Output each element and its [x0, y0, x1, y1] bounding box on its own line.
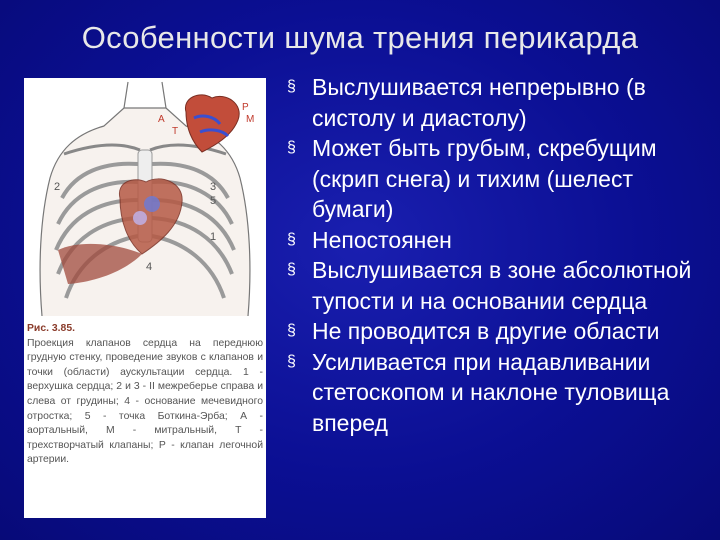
figure-caption: [27, 322, 263, 468]
bullet-marker-icon: §: [287, 261, 296, 278]
bullet-text: Выслушивается в зоне абсолютной тупости и на основании сердца: [312, 257, 692, 314]
bullet-marker-icon: §: [287, 139, 296, 156]
bullet-text: Может быть грубым, скребущим (скрип снега) и тихим (шелест бумаги): [312, 135, 657, 222]
thorax-illustration: [24, 78, 266, 318]
bullet-marker-icon: §: [287, 322, 296, 339]
bullet-item: [284, 347, 714, 439]
label-4: 4: [146, 261, 153, 273]
bullet-item: [284, 225, 714, 256]
bullet-text: Усиливается при надавливании стетоскопом и наклоне туловища вперед: [312, 348, 670, 436]
anatomy-figure: [24, 78, 266, 518]
bullet-marker-icon: §: [287, 352, 296, 370]
label-5: 5: [210, 195, 217, 207]
bullet-marker-icon: §: [287, 230, 296, 248]
bullet-item: [284, 255, 714, 316]
label-t: Т: [172, 126, 179, 137]
bullet-list: [284, 72, 714, 438]
bullet-item: [284, 72, 714, 133]
slide-title: Особенности шума трения перикарда: [81, 20, 639, 55]
bullet-item: [284, 133, 714, 225]
label-p: Р: [242, 102, 249, 113]
label-1: 1: [210, 231, 217, 243]
label-m: М: [246, 114, 255, 125]
bullet-text: Выслушивается непрерывно (в систолу и диастолу): [312, 74, 646, 131]
label-a: А: [158, 114, 165, 125]
bullet-text: Непостоянен: [312, 226, 452, 253]
bullet-item: [284, 316, 714, 347]
label-3: 3: [210, 181, 217, 193]
bullet-marker-icon: §: [287, 78, 296, 95]
figure-caption-body: Проекция клапанов сердца на переднюю грудную стенку, проведение звуков с клапанов и точки (области) аускультации сердца. 1 - верхушка сердца; 2 и 3 - II межреберье справа и слева от грудины; 4 - основание мечевидного отростка; 5 - точка Боткина-Эрба; А - аортальный, М - митральный, Т - трехстворчатый клапаны; Р - клапан легочной артерии.: [27, 337, 263, 466]
figure-caption-title: Рис. 3.85.: [27, 323, 75, 334]
label-2: 2: [54, 181, 61, 193]
bullet-text: Не проводится в другие области: [312, 318, 660, 344]
